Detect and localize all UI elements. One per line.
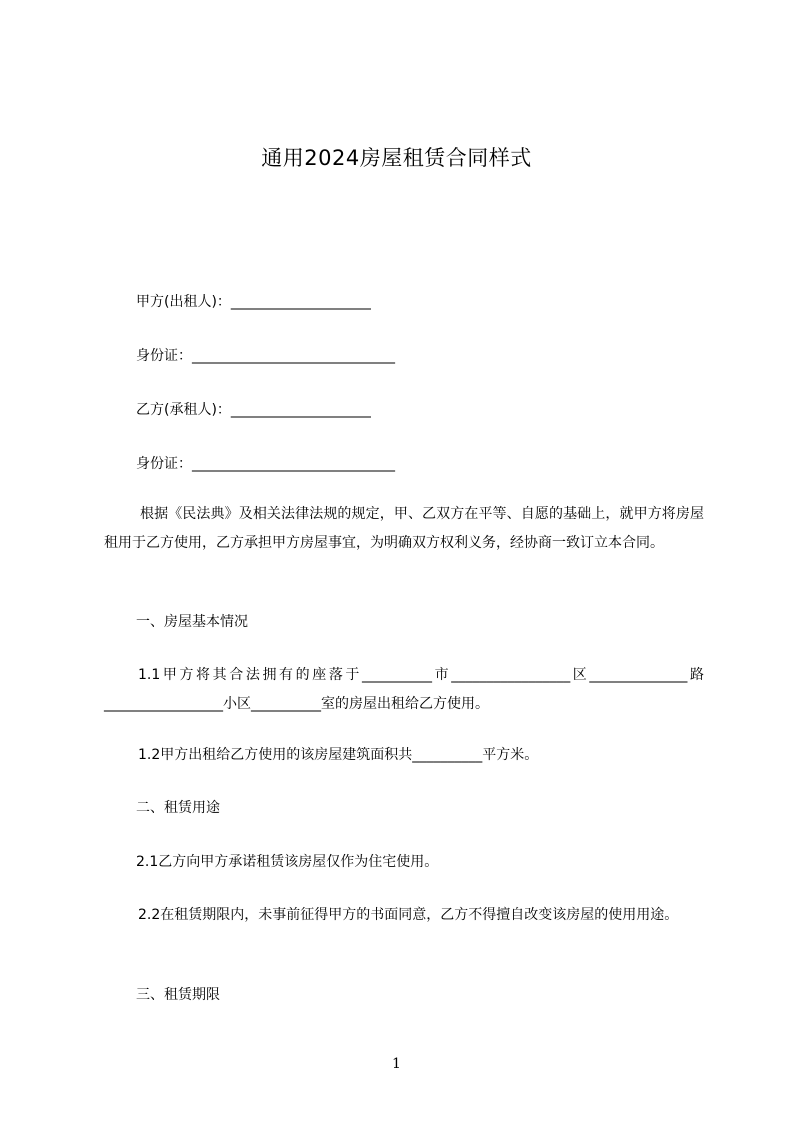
party-b-id-line: 身份证：_____________________________: [136, 456, 395, 472]
section-heading-1: 一、房屋基本情况: [136, 614, 248, 630]
page-number: 1: [392, 1056, 401, 1072]
document-title: 通用2024房屋租赁合同样式: [261, 146, 532, 170]
clause-1-2: 1.2甲方出租给乙方使用的该房屋建筑面积共__________平方米。: [138, 747, 539, 763]
clause-2-2: 2.2在租赁期限内，未事前征得甲方的书面同意，乙方不得擅自改变该房屋的使用用途。: [138, 907, 679, 923]
section-heading-3: 三、租赁期限: [136, 987, 220, 1003]
party-a-line: 甲方(出租人)：____________________: [136, 294, 371, 310]
party-b-line: 乙方(承租人)：____________________: [136, 402, 371, 418]
preamble-paragraph: 根据《民法典》及相关法律法规的规定，甲、乙双方在平等、自愿的基础上，就甲方将房屋租用于乙方使用，乙方承担甲方房屋事宜，为明确双方权利义务，经协商一致订立本合同。: [104, 506, 704, 551]
clause-2-1: 2.1乙方向甲方承诺租赁该房屋仅作为住宅使用。: [136, 854, 439, 870]
party-a-id-line: 身份证：_____________________________: [136, 348, 395, 364]
section-heading-2: 二、租赁用途: [136, 800, 220, 816]
clause-1-1: 1.1甲方将其合法拥有的座落于__________市_________________区______________路_________________小区__________室的房屋出租给乙方使用。: [104, 667, 704, 712]
